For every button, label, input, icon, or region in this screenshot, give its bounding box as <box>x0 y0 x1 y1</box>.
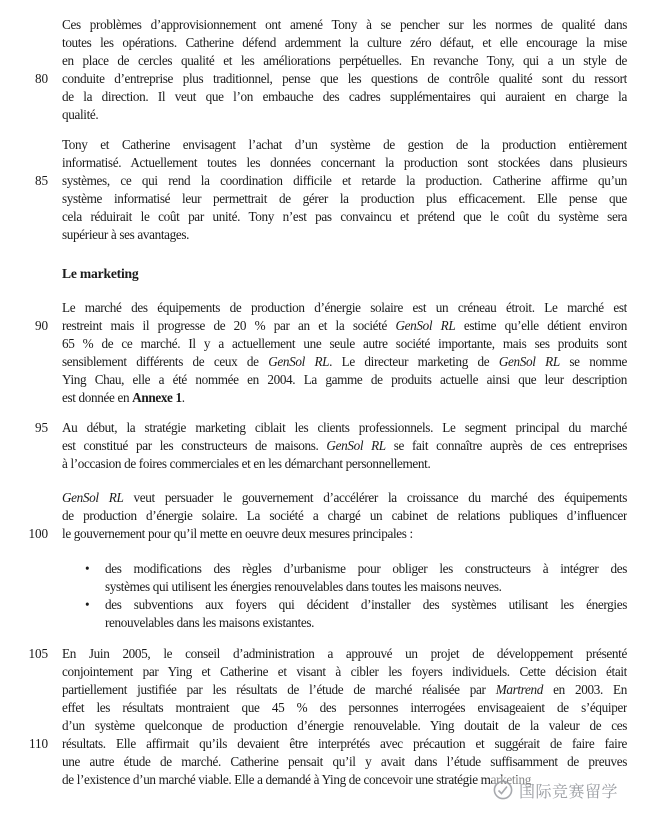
line-number-85: 85 <box>35 173 48 188</box>
text-line: En Juin 2005, le conseil d’administration a approuvé un projet de développement présenté <box>62 646 627 661</box>
text-line: conduite d’entreprise plus traditionnel, pense que les questions de contrôle qualité sont du ressort <box>62 71 627 86</box>
text-line: Tony et Catherine envisagent l’achat d’un système de gestion de la production entièrement <box>62 137 627 152</box>
line-number-105: 105 <box>28 646 48 661</box>
text-line: systèmes qui utilisent les énergies renouvelables dans toutes les maisons neuves. <box>105 579 502 594</box>
line-number-80: 80 <box>35 71 48 86</box>
section-heading-marketing: Le marketing <box>62 266 139 281</box>
text-line: résultats. Elle affirmait qu’ils devaient être interprétés avec précaution et suggérait de faire faire <box>62 736 627 751</box>
text-line: informatisé. Actuellement toutes les données concernant la production sont stockées dans plusieurs <box>62 155 627 170</box>
paragraph-board-project <box>62 645 627 789</box>
paragraph-quality-issues <box>62 16 627 124</box>
text-line: Le marché des équipements de production d’énergie solaire est un créneau étroit. Le marché est <box>62 300 627 315</box>
watermark-text: 国际竞赛留学 <box>519 782 619 801</box>
text-line: de production d’énergie solaire. La société a chargé un cabinet de relations publiques d’influencer <box>62 508 627 523</box>
text-line: conjointement par Ying et Catherine et visant à cibler les foyers individuels. Cette décision était <box>62 664 627 679</box>
bullet-dot: • <box>85 561 90 576</box>
text-line: une autre étude de marché. Catherine pensait qu’il y avait dans l’étude suffisamment de preuves <box>62 754 627 769</box>
text-line: systèmes, ce qui rend la coordination difficile et retarde la production. Catherine affirme qu’un <box>62 173 627 188</box>
text-line: cela réduirait le coût par unité. Tony n’est pas convaincu et prétend que le coût du système sera <box>62 209 627 224</box>
watermark <box>492 776 618 808</box>
text-line: des modifications des règles d’urbanisme pour obliger les constructeurs à intégrer des <box>105 561 627 576</box>
text-line: à l’occasion de foires commerciales et en les démarchant personnellement. <box>62 456 431 471</box>
bullet-item-urbanism-rules <box>85 560 627 596</box>
text-line: Ying Chau, elle a été nommée en 2004. La gamme de produits actuelle ainsi que leur description <box>62 372 627 387</box>
text-line: qualité. <box>62 107 99 122</box>
bullet-dot: • <box>85 597 90 612</box>
text-line: est donnée en Annexe 1. <box>62 390 185 405</box>
paragraph-government-lobbying <box>62 489 627 543</box>
text-line: toutes les opérations. Catherine défend ardemment la culture zéro défaut, et elle encourage la mise <box>62 35 627 50</box>
text-line: renouvelables dans les maisons existantes. <box>105 615 315 630</box>
text-line: GenSol RL veut persuader le gouvernement d’accélérer la croissance du marché des équipements <box>62 490 627 505</box>
text-line: de la direction. Il veut que l’on embauche des cadres supplémentaires qui auraient en charge la <box>62 89 627 104</box>
text-line: est constitué par les constructeurs de maisons. GenSol RL se fait connaître auprès de ces entreprises <box>62 438 627 453</box>
text-line: en place de cercles qualité et les améliorations perpétuelles. En revanche Tony, qui a un style de <box>62 53 627 68</box>
text-line: système informatisé leur permettrait de gérer la production plus efficacement. Elle pense que <box>62 191 627 206</box>
text-line: des subventions aux foyers qui décident d’installer des systèmes utilisant les énergies <box>105 597 627 612</box>
text-line: effet les résultats montraient que 45 % des personnes interrogées envisageaient de s’équiper <box>62 700 627 715</box>
text-line: de l’existence d’un marché viable. Elle a demandé à Ying de concevoir une stratégie marketing <box>62 772 531 787</box>
bullet-list <box>62 560 627 632</box>
text-line: sensiblement différents de ceux de GenSol RL. Le directeur marketing de GenSol RL se nomme <box>62 354 627 369</box>
line-number-100: 100 <box>28 526 48 541</box>
text-line: Ces problèmes d’approvisionnement ont amené Tony à se pencher sur les normes de qualité dans <box>62 17 627 32</box>
paragraph-production-system <box>62 136 627 244</box>
text-line: partiellement justifiée par les résultats de l’étude de marché réalisée par Martrend en 2003. En <box>62 682 627 697</box>
bullet-item-subsidies <box>85 596 627 632</box>
text-line: 65 % de ce marché. Il y a actuellement une seule autre société importante, mais ses produits sont <box>62 336 627 351</box>
paragraph-marketing-strategy <box>62 419 627 473</box>
line-number-90: 90 <box>35 318 48 333</box>
text-line: Au début, la stratégie marketing ciblait les clients professionnels. Le segment principal du marché <box>62 420 627 435</box>
line-number-110: 110 <box>29 736 48 751</box>
line-number-95: 95 <box>35 420 48 435</box>
watermark-logo-icon <box>492 779 514 806</box>
text-line: le gouvernement pour qu’il mette en oeuvre deux mesures principales : <box>62 526 413 541</box>
paragraph-market-overview <box>62 299 627 407</box>
text-line: d’un système quelconque de production d’énergie renouvelable. Ying doutait de la valeur de ces <box>62 718 627 733</box>
text-line: supérieur à ses avantages. <box>62 227 190 242</box>
text-line: restreint mais il progresse de 20 % par an et la société GenSol RL estime qu’elle détient environ <box>62 318 627 333</box>
